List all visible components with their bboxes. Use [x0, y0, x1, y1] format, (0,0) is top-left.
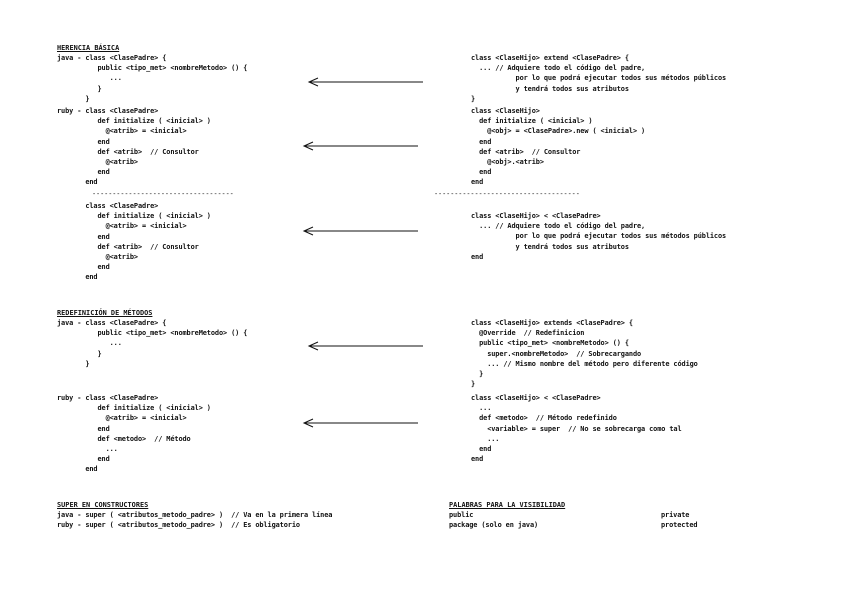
arrow-ruby-override-icon	[301, 418, 419, 428]
ruby-parent-class-code: ruby - class <ClasePadre> def initialize ( <inicial> ) @<atrib> = <inicial> end def <atrib> // Consultor @<atrib> end end	[57, 107, 211, 187]
ruby-parent-class-code-2: class <ClasePadre> def initialize ( <inicial> ) @<atrib> = <inicial> end def <atrib> // Consultor @<atrib> end end	[85, 202, 211, 282]
java-parent-class-code: java - class <ClasePadre> { public <tipo_met> <nombreMetodo> () { ... } }	[57, 54, 248, 103]
super-constructor-lines: java - super ( <atributos_metodo_padre> ) // Va en la primera línea ruby - super ( <atributos_metodo_padre> ) // Es obligatorio	[57, 511, 333, 530]
ruby-child-override-code: class <ClaseHijo> < <ClasePadre> ... def <metodo> // Método redefinido <variable> = super // No se sobrecarga como tal ... end end	[471, 394, 682, 464]
section-title-visibilidad: PALABRAS PARA LA VISIBILIDAD	[449, 501, 566, 509]
visibility-keywords-col1: public package (solo en java)	[449, 511, 539, 530]
arrow-ruby-inheritance-icon	[301, 141, 419, 151]
arrow-java-inheritance-icon	[306, 77, 424, 87]
visibility-keywords-col2: private protected	[661, 511, 698, 530]
arrow-java-override-icon	[306, 341, 424, 351]
ruby-child-class-code-2: class <ClaseHijo> < <ClasePadre> ... // Adquiere todo el código del padre, por lo que podrá ejecutar todos sus métodos públicos y tendrá todos sus atributos end	[471, 212, 727, 261]
java-child-override-code: class <ClaseHijo> extends <ClasePadre> { @Override // Redefinicion public <tipo_met> <nombreMetodo> () { super.<nombreMetodo> // Sobrecargando ... // Mismo nombre del método pero diferente código } }	[471, 319, 698, 389]
java-parent-method-code: java - class <ClasePadre> { public <tipo_met> <nombreMetodo> () { ... } }	[57, 319, 248, 368]
section-title-herencia: HERENCIA BÁSICA	[57, 44, 120, 52]
separator-left: -----------------------------------	[92, 190, 234, 198]
java-child-class-code: class <ClaseHijo> extend <ClasePadre> { ... // Adquiere todo el código del padre, por lo que podrá ejecutar todos sus métodos públicos y tendrá todos sus atributos }	[471, 54, 727, 103]
section-title-redefinicion: REDEFINICIÓN DE MÉTODOS	[57, 309, 153, 317]
section-title-super: SUPER EN CONSTRUCTORES	[57, 501, 149, 509]
ruby-parent-method-code: ruby - class <ClasePadre> def initialize ( <inicial> ) @<atrib> = <inicial> end def <metodo> // Método ... end end	[57, 394, 211, 474]
arrow-ruby-subclass-icon	[301, 226, 419, 236]
separator-right: ------------------------------------	[434, 190, 580, 198]
ruby-child-class-code: class <ClaseHijo> def initialize ( <inicial> ) @<obj> = <ClasePadre>.new ( <inicial> ) end def <atrib> // Consultor @<obj>.<atrib> end end	[471, 107, 646, 187]
